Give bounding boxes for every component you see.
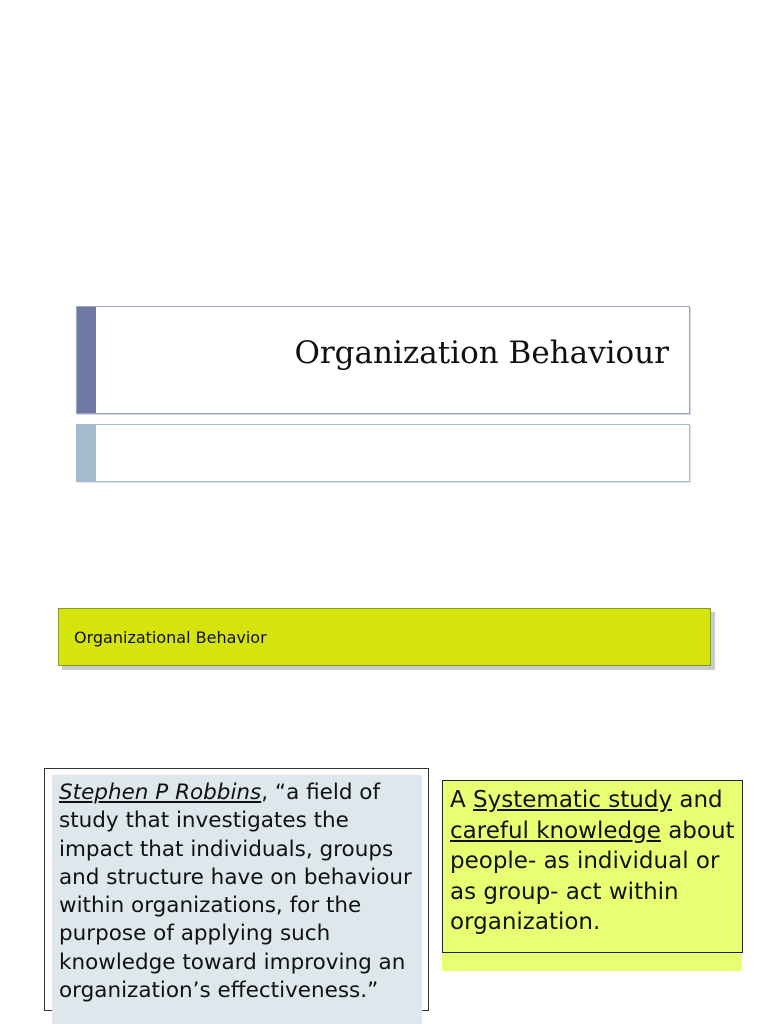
- systematic-term-1: Systematic study: [473, 787, 673, 813]
- title-bar: [76, 306, 690, 414]
- systematic-definition-text: [450, 785, 740, 938]
- robbins-author: Stephen P Robbins: [59, 780, 262, 805]
- systematic-part-3: about people- as individual or as group- act within organization.: [450, 817, 735, 936]
- section-header-text: Organizational Behavior: [74, 628, 267, 647]
- systematic-part-2: and: [672, 787, 723, 813]
- subtitle-bar: [76, 424, 690, 482]
- systematic-term-2: careful knowledge: [450, 817, 661, 844]
- robbins-quote: , “a field of study that investigates the impact that individuals, groups and structure have on behaviour within organizations, for the purpose of applying such knowledge toward improving an organization’s effectiveness.”: [59, 780, 412, 1004]
- robbins-definition-box: [44, 768, 429, 1011]
- title-accent-stripe: [77, 307, 96, 413]
- subtitle-accent-stripe: [77, 425, 96, 481]
- section-header: [58, 608, 711, 666]
- systematic-part-1: A: [450, 787, 474, 813]
- slide-title: Organization Behaviour: [294, 335, 669, 371]
- robbins-definition-text: [59, 779, 419, 1005]
